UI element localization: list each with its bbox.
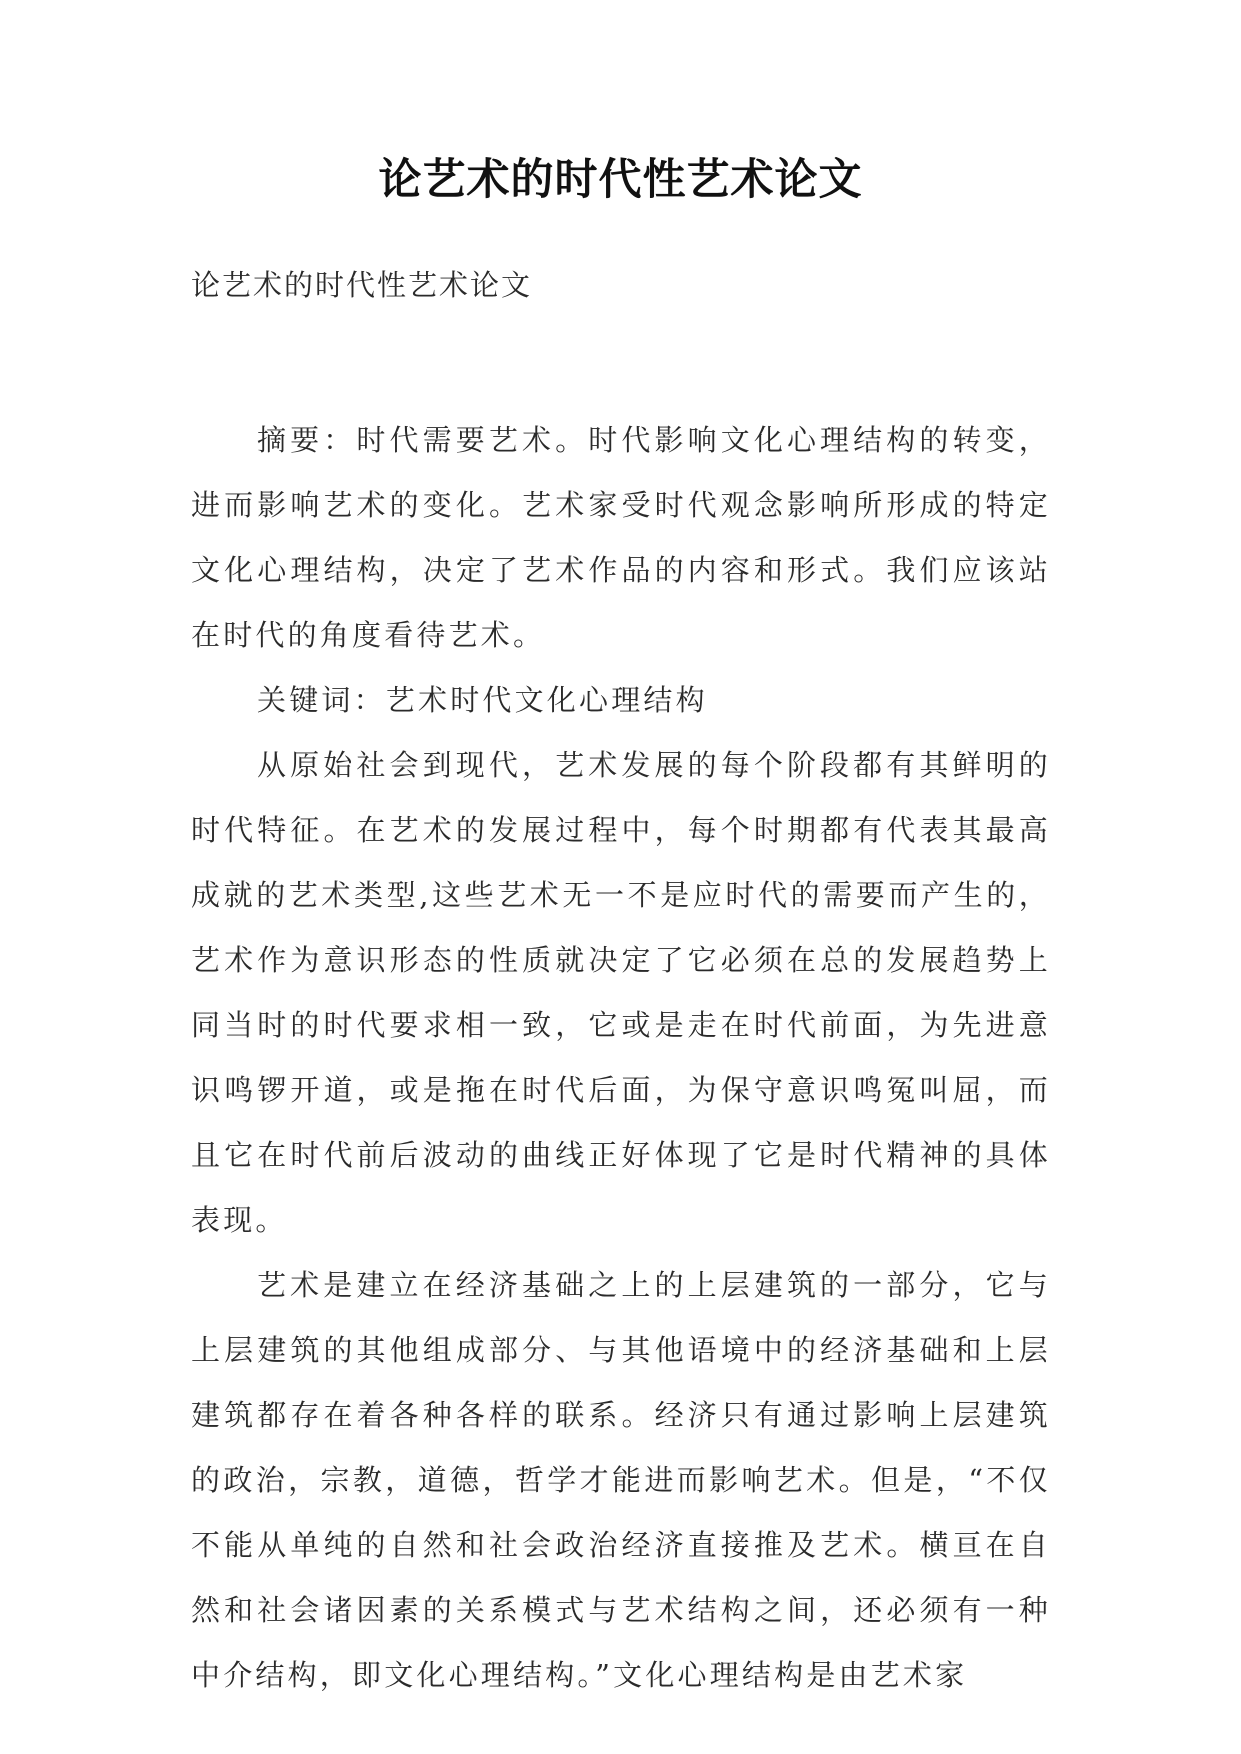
body-paragraph: 艺术是建立在经济基础之上的上层建筑的一部分，它与上层建筑的其他组成部分、与其他语境中的经济基础和上层建筑都存在着各种各样的联系。经济只有通过影响上层建筑的政治，宗教，道德，哲学才能进而影响艺术。但是，“不仅不能从单纯的自然和社会政治经济直接推及艺术。横亘在自然和社会诸因素的关系模式与艺术结构之间，还必须有一种中介结构，即文化心理结构。”文化心理结构是由艺术家: [191, 1268, 1051, 1692]
document-subtitle: 论艺术的时代性艺术论文: [191, 268, 533, 302]
document-title: 论艺术的时代性艺术论文: [378, 155, 863, 205]
body-paragraph: 从原始社会到现代，艺术发展的每个阶段都有其鲜明的时代特征。在艺术的发展过程中，每个时期都有代表其最高成就的艺术类型,这些艺术无一不是应时代的需要而产生的，艺术作为意识形态的性质就决定了它必须在总的发展趋势上同当时的时代要求相一致，它或是走在时代前面，为先进意识鸣锣开道，或是拖在时代后面，为保守意识鸣冤叫屈，而且它在时代前后波动的曲线正好体现了它是时代精神的具体表现。: [191, 748, 1051, 1237]
keywords-paragraph: 关键词：艺术时代文化心理结构: [257, 683, 708, 717]
abstract-paragraph: 摘要：时代需要艺术。时代影响文化心理结构的转变，进而影响艺术的变化。艺术家受时代观念影响所形成的特定文化心理结构，决定了艺术作品的内容和形式。我们应该站在时代的角度看待艺术。: [191, 423, 1051, 652]
document-body: [191, 408, 1051, 1708]
